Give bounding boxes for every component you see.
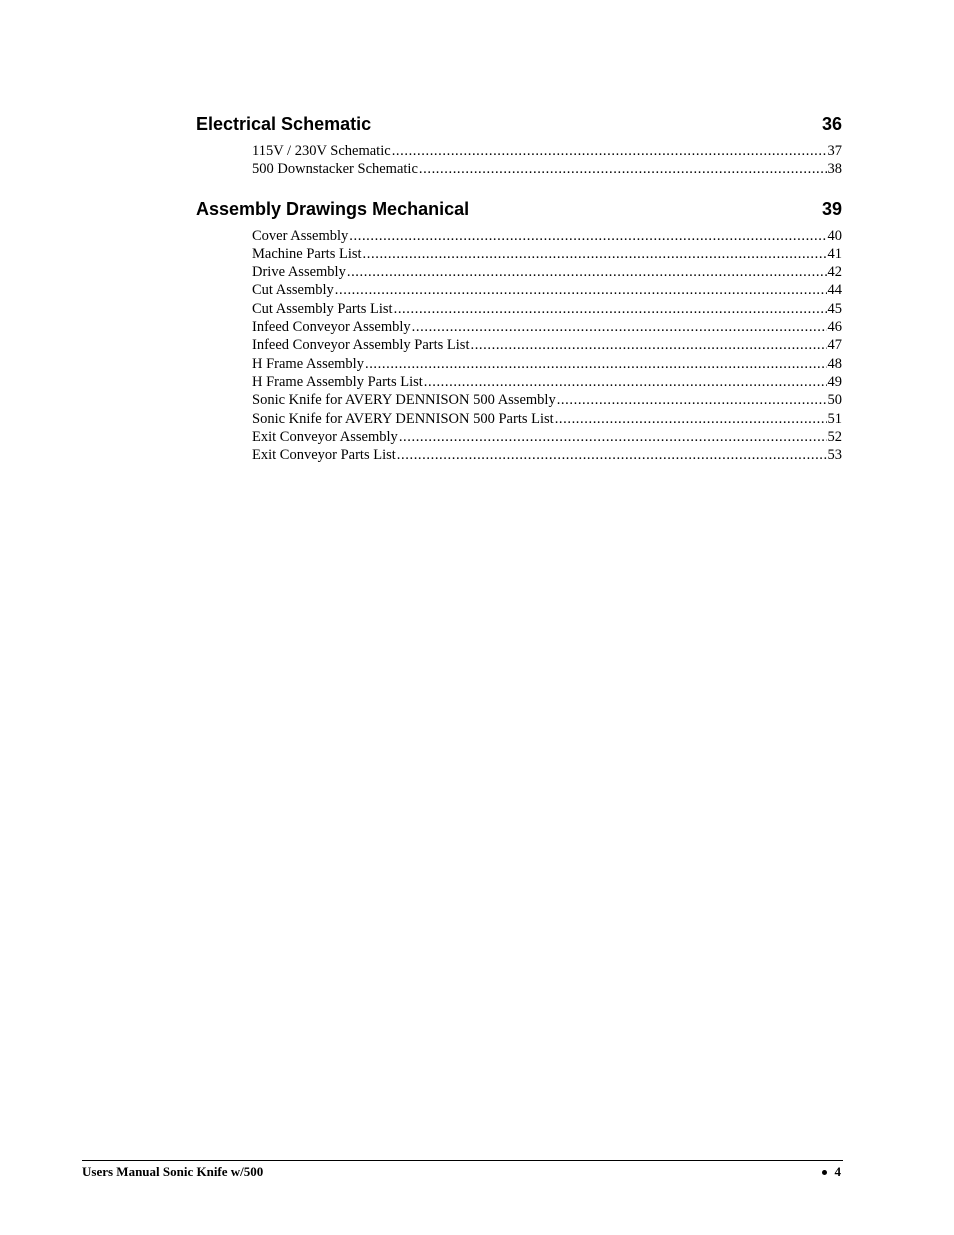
toc-entry-page: 40 [827, 227, 842, 244]
toc-entry[interactable] [252, 263, 842, 281]
footer-page-marker [822, 1164, 842, 1180]
toc-section-assembly-drawings-mechanical [196, 197, 842, 465]
dot-leader [394, 300, 827, 318]
toc-entry[interactable] [252, 410, 842, 428]
section-page-number: 36 [821, 114, 842, 134]
dot-leader [399, 428, 827, 446]
dot-leader [470, 336, 826, 354]
toc-entry-label: H Frame Assembly [252, 355, 364, 372]
toc-entry-label: Machine Parts List [252, 245, 362, 262]
footer-title: Users Manual Sonic Knife w/500 [82, 1164, 264, 1179]
toc-entry-page: 45 [827, 300, 842, 317]
toc-entry-page: 48 [827, 355, 842, 372]
page-footer [82, 1160, 843, 1180]
toc-entry[interactable] [252, 318, 842, 336]
dot-leader [363, 245, 827, 263]
dot-leader [555, 410, 827, 428]
dot-leader [335, 281, 827, 299]
toc-entry-page: 53 [827, 447, 842, 464]
section-title: Assembly Drawings Mechanical [196, 198, 470, 219]
toc-entry-page: 46 [827, 319, 842, 336]
toc-entry-page: 47 [827, 337, 842, 354]
toc-entry-page: 50 [827, 392, 842, 409]
toc-entry[interactable] [252, 160, 842, 178]
toc-entry-page: 41 [827, 245, 842, 262]
toc-section-electrical-schematic [196, 112, 842, 179]
toc-entry-page: 51 [827, 410, 842, 427]
toc-entry[interactable] [252, 142, 842, 160]
toc-entry-label: Cut Assembly [252, 282, 334, 299]
footer-page-number: 4 [834, 1164, 841, 1179]
toc-entry[interactable] [252, 373, 842, 391]
dot-leader [412, 318, 827, 336]
toc-entry[interactable] [252, 428, 842, 446]
toc-section-heading[interactable] [196, 112, 842, 136]
section-page-number: 39 [821, 198, 842, 219]
toc-entry[interactable] [252, 227, 842, 245]
toc-entry-label: Sonic Knife for AVERY DENNISON 500 Parts List [252, 410, 554, 427]
dot-leader [392, 142, 827, 160]
toc-entry-label: Exit Conveyor Parts List [252, 447, 396, 464]
dot-leader [397, 446, 827, 464]
toc-entry-label: Infeed Conveyor Assembly Parts List [252, 337, 470, 354]
toc-entry-page: 52 [827, 428, 842, 445]
toc-entry[interactable] [252, 245, 842, 263]
toc-entry[interactable] [252, 446, 842, 464]
toc-entry[interactable] [252, 281, 842, 299]
toc-entry-label: 115V / 230V Schematic [252, 143, 391, 159]
toc-entry-list [252, 142, 842, 179]
toc-entry-page: 42 [827, 264, 842, 281]
toc-entry-label: Drive Assembly [252, 264, 346, 281]
dot-leader [365, 355, 827, 373]
toc-entry-page: 44 [827, 282, 842, 299]
toc-entry[interactable] [252, 336, 842, 354]
toc-entry-page: 49 [827, 373, 842, 390]
section-title: Electrical Schematic [196, 114, 372, 134]
dot-leader [424, 373, 827, 391]
toc-entry-page: 37 [827, 143, 842, 159]
toc-entry-list [252, 227, 842, 465]
toc-entry-label: Exit Conveyor Assembly [252, 428, 398, 445]
toc-entry[interactable] [252, 391, 842, 409]
table-of-contents [196, 112, 842, 482]
toc-entry-label: Cut Assembly Parts List [252, 300, 393, 317]
dot-leader [347, 263, 827, 281]
dot-leader [419, 160, 827, 178]
toc-entry[interactable] [252, 355, 842, 373]
toc-section-heading[interactable] [196, 197, 842, 221]
bullet-icon [822, 1170, 827, 1175]
dot-leader [557, 391, 827, 409]
toc-entry-label: Sonic Knife for AVERY DENNISON 500 Assembly [252, 392, 556, 409]
dot-leader [349, 227, 826, 245]
toc-entry[interactable] [252, 300, 842, 318]
toc-entry-label: H Frame Assembly Parts List [252, 373, 423, 390]
toc-entry-label: Cover Assembly [252, 227, 349, 244]
toc-entry-page: 38 [827, 161, 842, 178]
toc-entry-label: 500 Downstacker Schematic [252, 161, 418, 178]
toc-entry-label: Infeed Conveyor Assembly [252, 319, 411, 336]
